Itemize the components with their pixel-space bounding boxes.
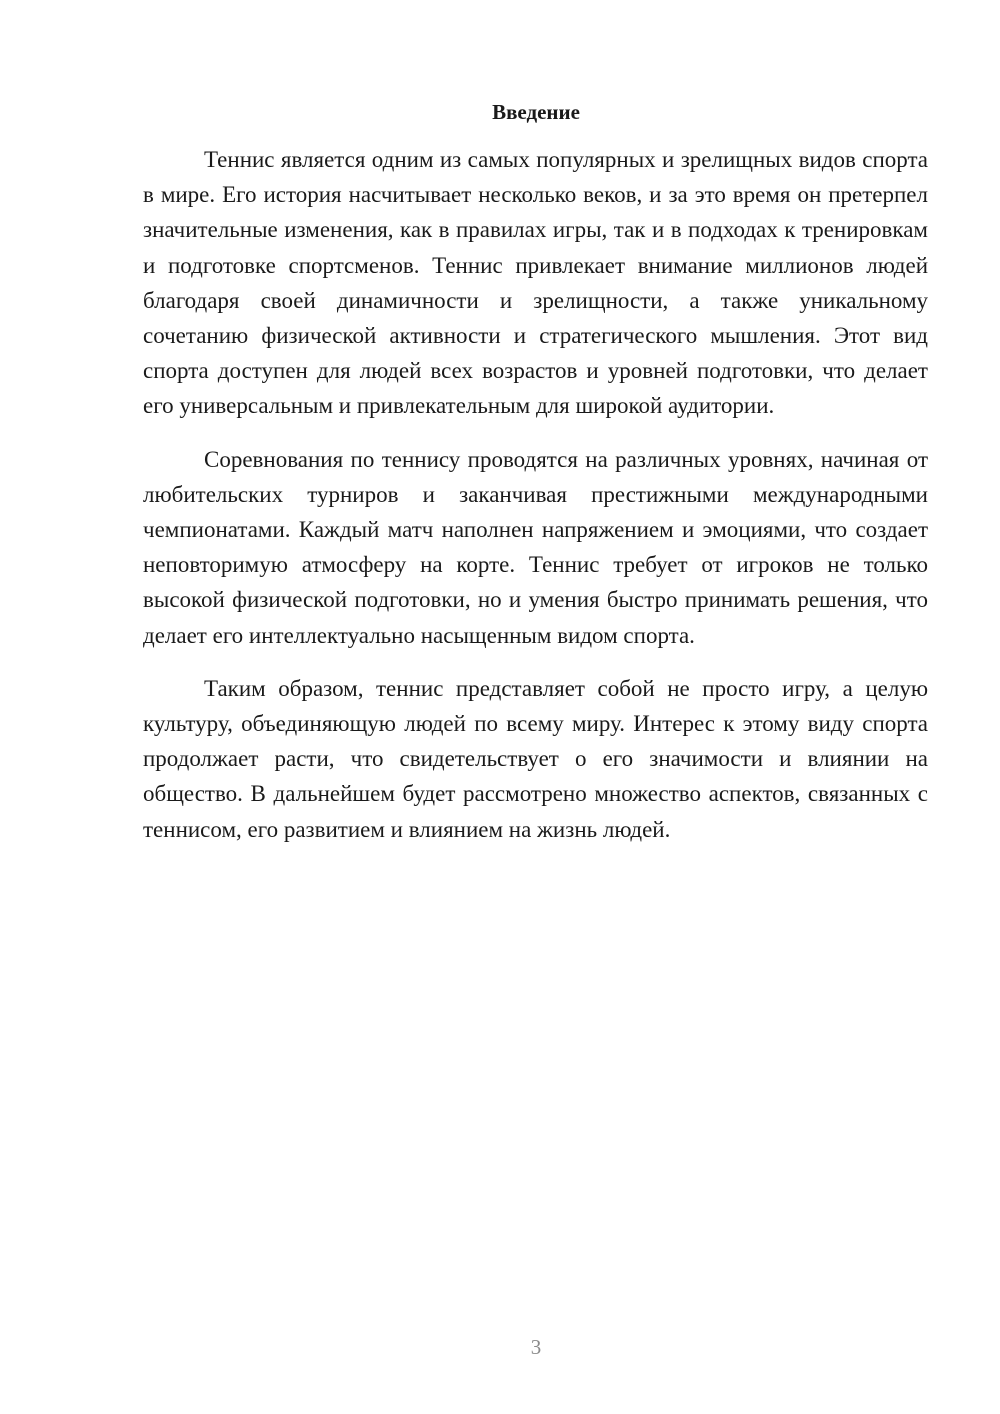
page-number: 3 xyxy=(530,1335,542,1359)
paragraph-1: Теннис является одним из самых популярных и зрелищных видов спорта в мире. Его история насчитывает несколько веков, и за это время он претерпел значительные изменения, как в правилах игры, так и в подходах к тренировкам и подготовке спортсменов. Теннис привлекает внимание миллионов людей благодаря своей динамичности и зрелищности, а также уникальному сочетанию физической активности и стратегического мышления. Этот вид спорта доступен для людей всех возрастов и уровней подготовки, что делает его универсальным и привлекательным для широкой аудитории. xyxy=(143,147,928,419)
paragraph-2: Соревнования по теннису проводятся на различных уровнях, начиная от любительских турниров и заканчивая престижными международными чемпионатами. Каждый матч наполнен напряжением и эмоциями, что создает неповторимую атмосферу на корте. Теннис требует от игроков не только высокой физической подготовки, но и умения быстро принимать решения, что делает его интеллектуально насыщенным видом спорта. xyxy=(143,446,928,648)
document-body xyxy=(143,142,928,865)
page-title: Введение xyxy=(492,100,580,124)
paragraph-3: Таким образом, теннис представляет собой не просто игру, а целую культуру, объединяющую людей по всему миру. Интерес к этому виду спорта продолжает расти, что свидетельствует о его значимости и влиянии на общество. В дальнейшем будет рассмотрено множество аспектов, связанных с теннисом, его развитием и влиянием на жизнь людей. xyxy=(143,675,928,842)
